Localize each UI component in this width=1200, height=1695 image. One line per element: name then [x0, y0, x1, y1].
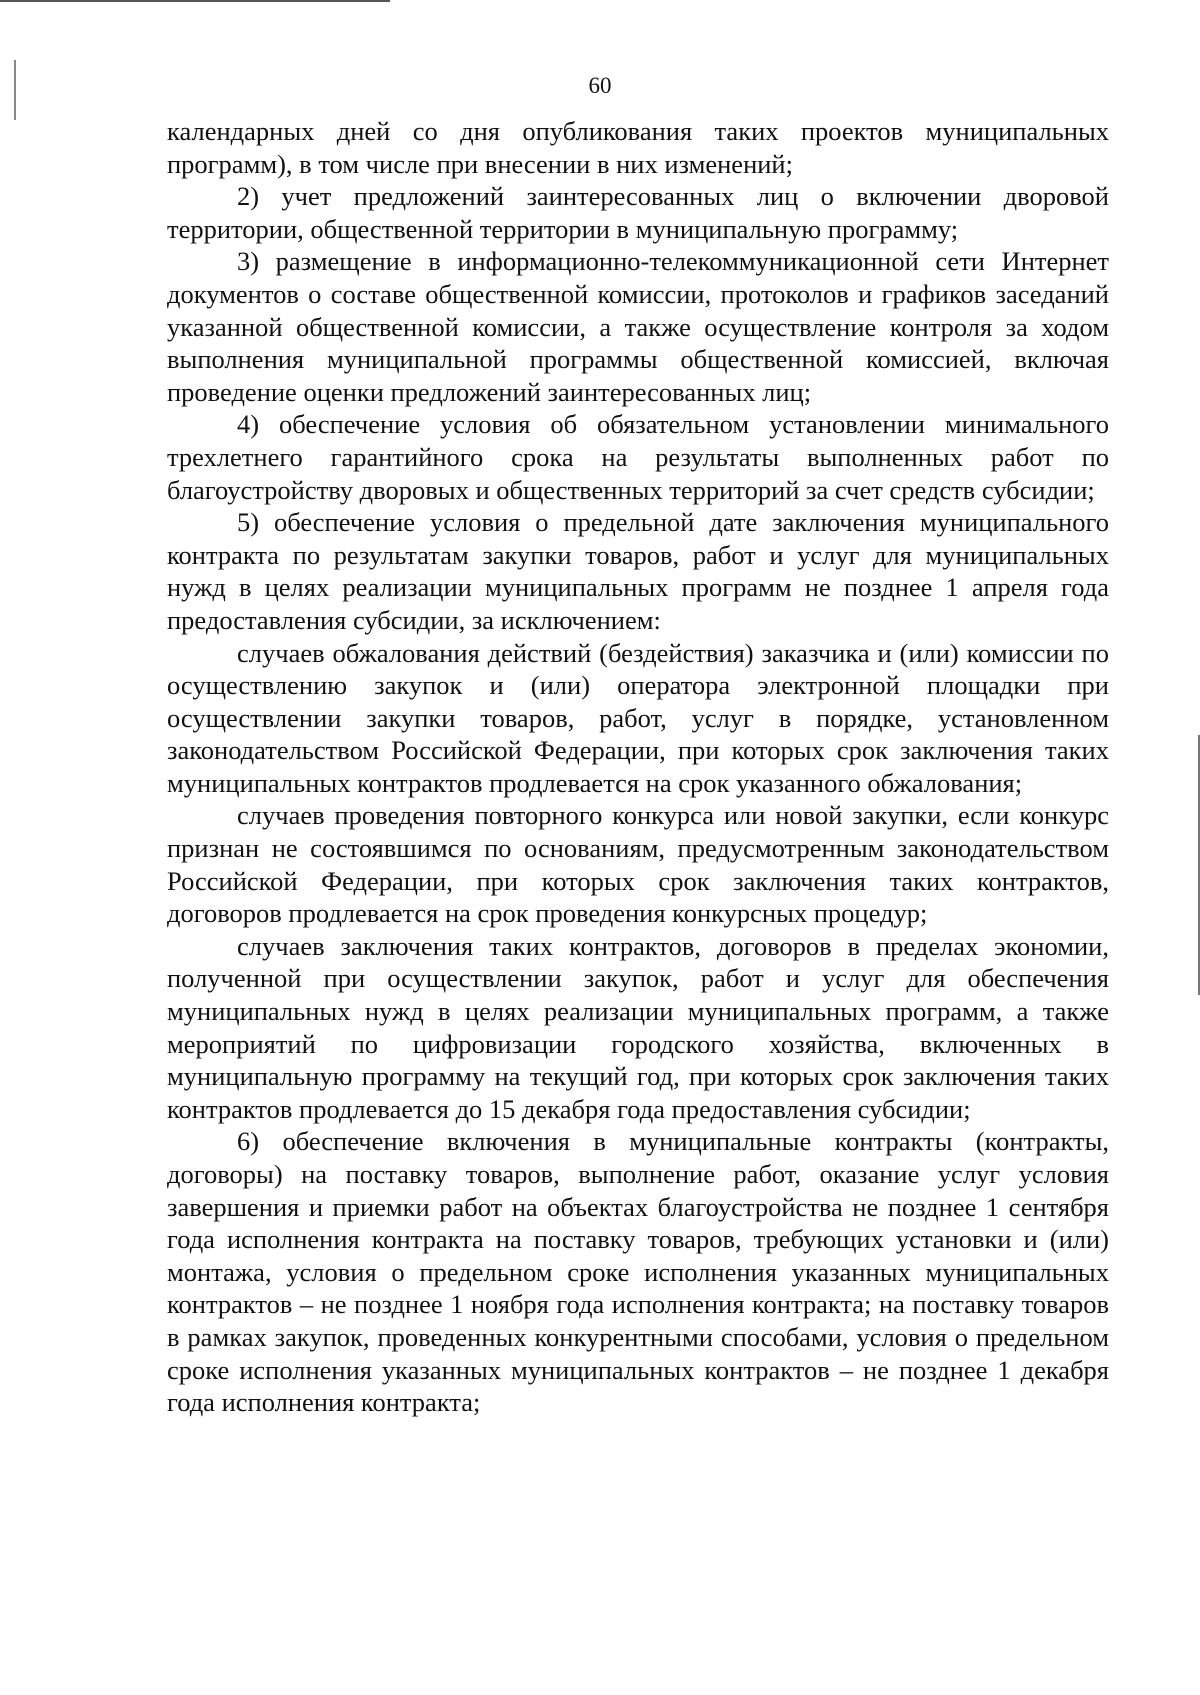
scan-edge-top	[0, 0, 390, 2]
paragraph-exception-repeat-tender: случаев проведения повторного конкурса или новой закупки, если конкурс признан не состоявшимся по основаниям, предусмотренным законодательством Российской Федерации, при которых срок заключения таких контрактов, договоров продлевается на срок проведения конкурсных процедур;	[167, 800, 1109, 929]
paragraph-item-5: 5) обеспечение условия о предельной дате заключения муниципального контракта по результатам закупки товаров, работ и услуг для муниципальных нужд в целях реализации муниципальных программ не позднее 1 апреля года предоставления субсидии, за исключением:	[167, 507, 1109, 635]
paragraph-exception-savings: случаев заключения таких контрактов, договоров в пределах экономии, полученной при осуществлении закупок, работ и услуг для обеспечения муниципальных нужд в целях реализации муниципальных программ, а также мероприятий по цифровизации городского хозяйства, включенных в муниципальную программу на текущий год, при которых срок заключения таких контрактов продлевается до 15 декабря года предоставления субсидии;	[167, 930, 1109, 1124]
document-body	[167, 115, 1109, 1419]
paragraph-exception-appeal: случаев обжалования действий (бездействия) заказчика и (или) комиссии по осуществлению закупок и (или) оператора электронной площадки при осуществлении закупки товаров, работ, услуг в порядке, установленном законодательством Российской Федерации, при которых срок заключения таких муниципальных контрактов продлевается на срок указанного обжалования;	[167, 637, 1109, 798]
paragraph-item-4: 4) обеспечение условия об обязательном установлении минимального трехлетнего гарантийного срока на результаты выполненных работ по благоустройству дворовых и общественных территорий за счет средств субсидии;	[167, 409, 1109, 505]
page-number: 60	[588, 73, 612, 98]
paragraph-item-3: 3) размещение в информационно-телекоммуникационной сети Интернет документов о составе общественной комиссии, протоколов и графиков заседаний указанной общественной комиссии, а также осуществление контроля за ходом выполнения муниципальной программы общественной комиссией, включая проведение оценки предложений заинтересованных лиц;	[167, 246, 1109, 407]
paragraph-item-2: 2) учет предложений заинтересованных лиц о включении дворовой территории, общественной территории в муниципальную программу;	[167, 181, 1109, 244]
paragraph-item-6: 6) обеспечение включения в муниципальные контракты (контракты, договоры) на поставку товаров, выполнение работ, оказание услуг условия завершения и приемки работ на объектах благоустройства не позднее 1 сентября года исполнения контракта на поставку товаров, требующих установки и (или) монтажа, условия о предельном сроке исполнения указанных муниципальных контрактов – не позднее 1 ноября года исполнения контракта; на поставку товаров в рамках закупок, проведенных конкурентными способами, условия о предельном сроке исполнения указанных муниципальных контрактов – не позднее 1 декабря года исполнения контракта;	[167, 1126, 1109, 1418]
paragraph-continuation: календарных дней со дня опубликования таких проектов муниципальных программ), в том числе при внесении в них изменений;	[167, 116, 1109, 179]
